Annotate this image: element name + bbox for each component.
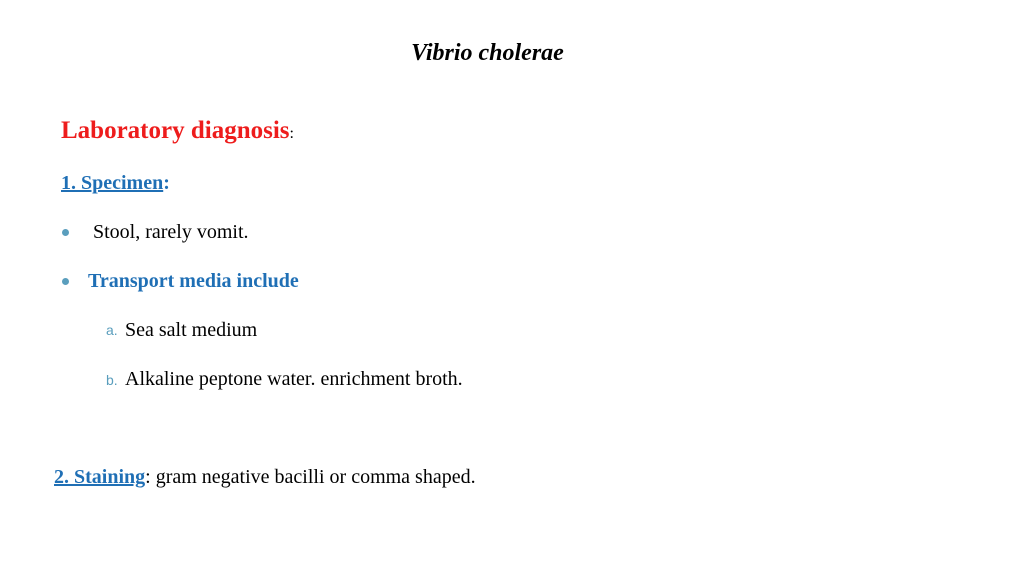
page-title: Vibrio cholerae	[411, 40, 564, 66]
heading-text: Laboratory diagnosis	[61, 117, 290, 144]
staining-line	[54, 464, 476, 490]
list-item-sea-salt: Sea salt medium	[125, 319, 258, 341]
specimen-label: 1. Specimen	[61, 172, 164, 194]
staining-label: 2. Staining	[54, 466, 146, 488]
bullet-item-transport-media: Transport media include	[88, 270, 299, 292]
specimen-colon: :	[163, 172, 170, 194]
bullet-dot-icon	[62, 229, 69, 236]
section-heading	[61, 115, 294, 150]
list-marker-a: a.	[106, 322, 118, 338]
bullet-item-stool: Stool, rarely vomit.	[93, 221, 249, 243]
specimen-heading	[61, 170, 170, 196]
heading-colon: :	[289, 125, 294, 142]
list-marker-b: b.	[106, 372, 118, 388]
list-item-alkaline-peptone: Alkaline peptone water. enrichment broth.	[125, 368, 463, 390]
staining-text: : gram negative bacilli or comma shaped.	[145, 466, 476, 488]
bullet-dot-icon	[62, 278, 69, 285]
